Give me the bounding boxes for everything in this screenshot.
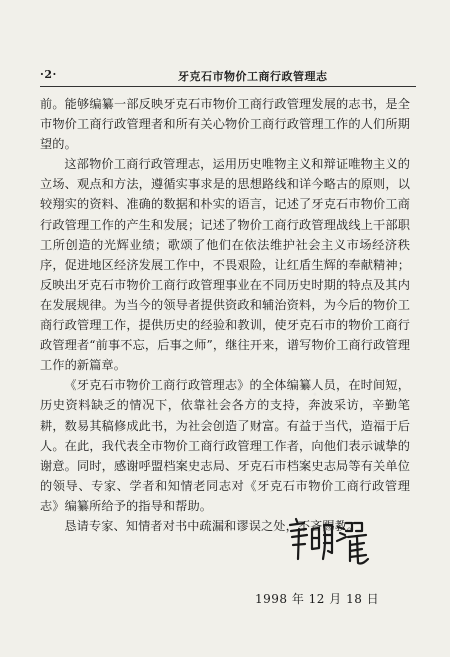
paragraph-2: 这部物价工商行政管理志，运用历史唯物主义和辩证唯物主义的立场、观点和方法，遵循实事求是的思想路线和详今略古的原则，以较翔实的资料、准确的数据和朴实的语言，记述了牙克石市物价工商行政管理工作的产生和发展；记述了物价工商行政管理战线上干部职工所创造的光辉业绩；歌颂了他们在依法维护社会主义市场经济秩序，促进地区经济发展工作中，不畏艰险，让红盾生辉的奉献精神；反映出牙克石市物价工商行政管理事业在不同历史时期的特点及其内在发展规律。为当今的领导者提供资政和辅治资料，为今后的物价工商行政管理工作，提供历史的经验和教训，使牙克石市的物价工商行政管理者“前事不忘，后事之师”，继往开来，谱写物价工商行政管理工作的新篇章。 bbox=[40, 157, 410, 373]
signature-image bbox=[282, 515, 372, 571]
paragraph-3: 《牙克石市物价工商行政管理志》的全体编纂人员，在时间短，历史资料缺乏的情况下，依靠社会各方的支持，奔波采访，辛勤笔耕，数易其稿修成此书，为社会创造了财富。有益于当代，造福于后人。在此，我代表全市物价工商行政管理工作者，向他们表示诚挚的谢意。同时，感谢呼盟档案史志局、牙克石市档案史志局等有关单位的领导、专家、学者和知情老同志对《牙克石市物价工商行政管理志》编纂所给予的指导和帮助。 bbox=[40, 378, 410, 513]
running-header bbox=[40, 64, 416, 86]
body-text bbox=[40, 94, 410, 536]
running-title: 牙克石市物价工商行政管理志 bbox=[178, 70, 328, 83]
handwritten-signature bbox=[282, 515, 372, 571]
header-rule bbox=[40, 86, 416, 87]
paragraph-1: 前。能够编纂一部反映牙克石市物价工商行政管理发展的志书，是全市物价工商行政管理者和所有关心物价工商行政管理工作的人们所期望的。 bbox=[40, 97, 410, 152]
paragraph-4: 恳请专家、知情者对书中疏漏和谬误之处，不吝赐教。 bbox=[64, 518, 360, 533]
date: 1998 年 12 月 18 日 bbox=[255, 592, 380, 606]
page-number: ·2· bbox=[40, 68, 57, 81]
